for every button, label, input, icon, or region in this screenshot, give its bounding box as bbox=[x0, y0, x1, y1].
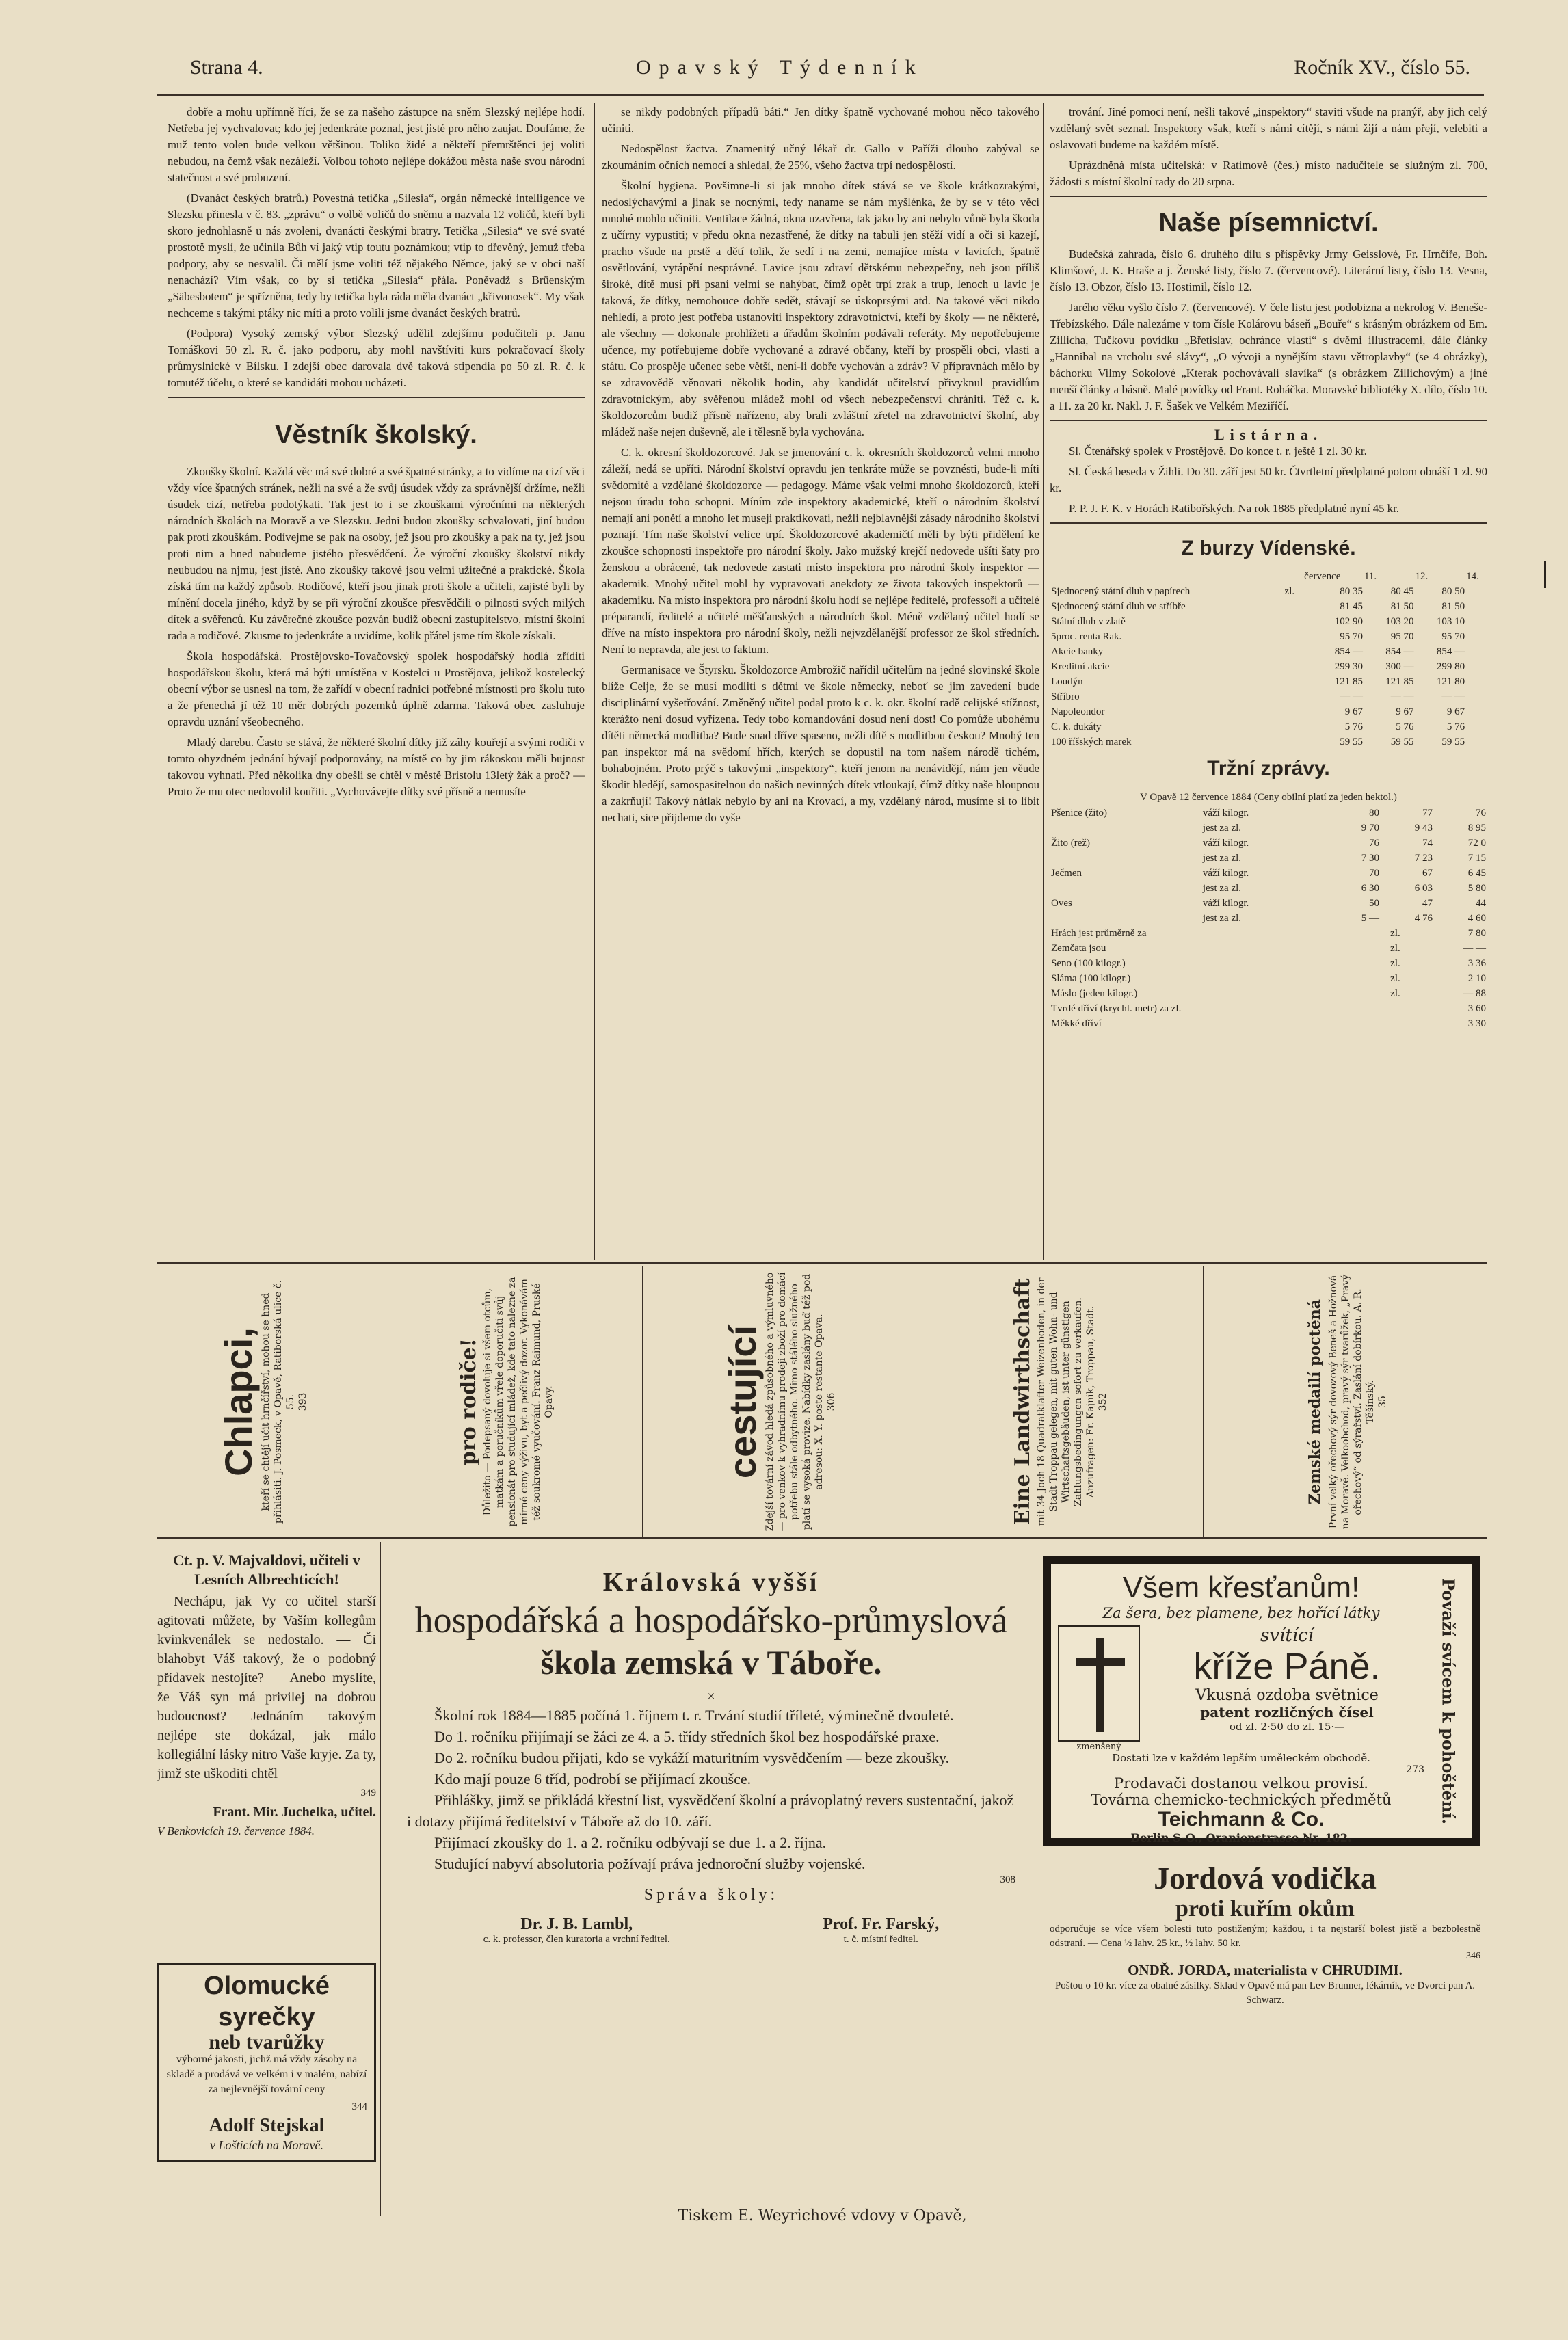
ad-pro-rodice bbox=[369, 1266, 643, 1537]
burza-cell: 95 70 bbox=[1340, 631, 1363, 642]
ad-text: mit 34 Joch 18 Quadratklafter Weizenboden, in der Stadt Troppau gelegen, mit guten Wohn- und Wirtschaftsgebäuden, ist unter günstigen Zahlungsbedingungen sofort zu verkaufen. Anzufragen: Fr. Kajnik, Troppau, Stadt. bbox=[1035, 1277, 1096, 1526]
page-edge-mark bbox=[1544, 561, 1546, 588]
burza-cell bbox=[1284, 674, 1305, 689]
burza-heading: Z burzy Vídenské. bbox=[1181, 537, 1356, 559]
burza-cell: zl. bbox=[1284, 586, 1295, 597]
trzni-cell: 4 76 bbox=[1414, 913, 1433, 924]
article-text: C. k. okresní školdozorcové. Jak se jmenování c. k. okresních školdozorců velmi mnoho záleží, nedá se upříti. Národní školství opravdu jen tenkráte může se povznésti, bude-li míti svědomité a vzdělané školdozorce — pedagogy. Máme však velmi mnoho školdozorců, kteří nejsou úradu toho schopni. Míním zde inspektory akademické, kteří o národním školství nemají ani ponětí a mnoho let museji praktikovati, nežli nejblavnější zásady národního školství poznají. Tím naše školství velice trpí. Školdozorcové akademičtí měli by býti přidělení ke zkoušce schopnosti inspektoře pro národní školy. Jako mužský krejčí nedovede ušíti šaty pro ženskou a obrácené, tak nedovede zastati místo inspektora pro národní školy inspektor — akademik. Mnohý učitel mohl by vypravovati anekdoty ze života takových inspektorů — akademiku. Na místo inspektora pro národní školu hodí se nejlépe ředitelé, professoři a učitelé préparandí, ředitelé a učitelé měšťanských a národních škol. Méně vzdělaný učitel hodí se dříve na místo inspektora pro národní školy, nežli nejvzdělanější professor ze škol středních. Není to nepravda, ale jest to faktum. bbox=[602, 446, 1039, 656]
burza-cell bbox=[1284, 614, 1305, 629]
burza-row bbox=[1050, 689, 1487, 704]
trzni-cell: 7 23 bbox=[1414, 853, 1433, 864]
ad-headline: cestující bbox=[720, 1325, 764, 1478]
article-text: trování. Jiné pomoci není, nešli takové „inspektory“ staviti všude na pranýř, aby jich celý vzdělaný svět seznal. Inspektory však, kteří s námi cítějí, s námi žijí a nám přejí, velebiti a oslavovati budeme na každém místě. bbox=[1050, 105, 1487, 151]
trzni-cell: 9 43 bbox=[1414, 823, 1433, 834]
ad-cestujici bbox=[643, 1266, 916, 1537]
ad-number: 346 bbox=[1466, 1951, 1480, 1961]
trzni-extra-cell: Sláma (100 kilogr.) bbox=[1051, 973, 1131, 984]
ad-number: 306 bbox=[825, 1392, 837, 1411]
column-2 bbox=[602, 104, 1039, 1260]
burza-cell: 103 20 bbox=[1385, 616, 1414, 627]
burza-row bbox=[1050, 644, 1487, 659]
trzni-cell: váží kilogr. bbox=[1202, 898, 1249, 909]
column-divider bbox=[380, 1542, 381, 2216]
ad-text: Dostati lze v každém lepším uměleckém obchodě. bbox=[1112, 1752, 1370, 1764]
burza-cell: Akcie banky bbox=[1051, 646, 1104, 657]
trzni-extra-row bbox=[1050, 1001, 1487, 1016]
signature-name: Prof. Fr. Farský, bbox=[823, 1915, 940, 1933]
burza-cell: 121 85 bbox=[1385, 676, 1414, 687]
ad-title: Ct. p. V. Majvaldovi, učiteli v Lesních Albrechticích! bbox=[173, 1552, 360, 1588]
trzni-extra-row bbox=[1050, 926, 1487, 941]
trzni-cell: 9 70 bbox=[1361, 823, 1380, 834]
issue-number: Ročník XV., číslo 55. bbox=[1294, 56, 1470, 79]
trzni-extra-cell: 3 30 bbox=[1467, 1018, 1486, 1029]
ad-price: od zl. 2·50 do zl. 15·— bbox=[1229, 1720, 1345, 1733]
trzni-cell: 76 bbox=[1476, 808, 1486, 819]
ad-name: ONDŘ. JORDA, materialista v CHRUDIMI. bbox=[1128, 1962, 1403, 1978]
listarna-item: P. P. J. F. K. v Horách Ratibořských. Na rok 1885 předplatné nyní 45 kr. bbox=[1069, 502, 1399, 515]
trzni-row bbox=[1050, 881, 1487, 896]
trzni-row bbox=[1050, 851, 1487, 866]
burza-cell: Kreditní akcie bbox=[1051, 661, 1110, 672]
burza-cell: Loudýn bbox=[1051, 676, 1083, 687]
ad-big-text: kříže Páně. bbox=[1193, 1646, 1381, 1687]
ad-number: 273 bbox=[1406, 1764, 1424, 1775]
ad-subheadline: Za šera, bez plamene, bez hořící látky bbox=[1102, 1605, 1380, 1621]
trzni-row bbox=[1050, 821, 1487, 836]
burza-table bbox=[1050, 569, 1487, 749]
trzni-cell: Pšenice (žito) bbox=[1051, 808, 1108, 819]
school-title-3: škola zemská v Táboře. bbox=[540, 1643, 882, 1681]
trzni-extra-cell: 7 80 bbox=[1467, 928, 1486, 939]
trzni-cell bbox=[1050, 911, 1201, 926]
trzni-cell: Oves bbox=[1051, 898, 1072, 909]
burza-cell: 5 76 bbox=[1446, 721, 1465, 732]
ad-number: 352 bbox=[1097, 1392, 1108, 1411]
burza-cell: 95 70 bbox=[1390, 631, 1414, 642]
ad-side-text bbox=[1430, 1564, 1467, 1838]
column-divider bbox=[594, 103, 595, 1260]
burza-cell: Stříbro bbox=[1051, 691, 1080, 702]
trzni-extra-cell: Hrách jest průměrně za bbox=[1051, 928, 1147, 939]
trzni-cell bbox=[1050, 881, 1201, 896]
trzni-extra-cell: zl. bbox=[1390, 928, 1400, 939]
trzni-cell: 77 bbox=[1422, 808, 1433, 819]
trzni-cell: Ječmen bbox=[1051, 868, 1082, 879]
ad-number: 308 bbox=[1000, 1874, 1015, 1885]
trzni-cell: Žito (rež) bbox=[1051, 838, 1091, 849]
page-header bbox=[157, 55, 1484, 96]
trzni-extra-cell: Měkké dříví bbox=[1051, 1018, 1102, 1029]
trzni-cell: 7 15 bbox=[1467, 853, 1486, 864]
trzni-cell: 6 45 bbox=[1467, 868, 1486, 879]
article-text: Jarého věku vyšlo číslo 7. (červencové). V čele listu jest podobizna a nekrolog V. Beneše-Třebízského. Dále nalezáme v tom čísle Kolárovu báseň „Bouře“ s krásným obrázkem od Em. Zillicha, Tučkovu povídku „Břetislav, ochránce vlasti“ s dvěmi illustracemi, dále články „Hannibal na vrcholu své slávy“, „O vývoji a nynějším stavu větroplavby“ (se 4 obrázky), báchorku Vilmy Sokolové „Kterak pochovávali slavíka“ (s obrázkem Zillichovým) a jiné menší články a básně. Malé povídky od Frant. Roháčka. Moravské bibliotéky X. dílo, číslo 10. a 11. za 20 kr. Nakl. J. F. Šašek ve Velkém Meziříčí. bbox=[1050, 301, 1487, 412]
trzni-extra-row bbox=[1050, 1016, 1487, 1031]
trzni-cell: 72 0 bbox=[1467, 838, 1486, 849]
burza-cell bbox=[1284, 644, 1305, 659]
ad-headline: Zemské medailí poctěná bbox=[1305, 1299, 1324, 1504]
trzni-cell: 5 — bbox=[1361, 913, 1380, 924]
burza-cell: 95 70 bbox=[1441, 631, 1465, 642]
ad-number: 344 bbox=[351, 2101, 367, 2112]
burza-cell: 854 — bbox=[1385, 646, 1414, 657]
burza-cell: 80 35 bbox=[1340, 586, 1363, 597]
burza-cell: 854 — bbox=[1436, 646, 1465, 657]
column-1 bbox=[168, 104, 585, 1260]
section-heading: Naše písemnictví. bbox=[1158, 209, 1379, 237]
trzni-cell bbox=[1050, 821, 1201, 836]
ad-signature: Frant. Mir. Juchelka, učitel. bbox=[213, 1805, 376, 1820]
signatures bbox=[407, 1915, 1015, 1945]
trzni-row bbox=[1050, 806, 1487, 821]
trzni-extra-cell bbox=[1389, 1001, 1421, 1016]
burza-cell: — — bbox=[1390, 691, 1414, 702]
article-text: Uprázdněná místa učitelská: v Ratimově (čes.) místo nadučitele se služným zl. 700, žádosti s místní školní rady do 20 srpna. bbox=[1050, 159, 1487, 188]
article-text: Zkoušky školní. Každá věc má své dobré a své špatné stránky, a to vidíme na cizí věci vždy více špatných stránek, nežli na své a že svůj úsudek vždy za správnější držíme, nežli úsudek cizí, netřeba podotýkati. Tak jest to i se zkouškami výročními na některých národních školách na Moravě a ve Slezsku. Jedni budou zkoušky schvalovati, jiní budou pak proti zkouškám. Podívejme se pak na osoby, jež jsou pro zkoušky a pak na ty, jež jsou proti nim a hned nabudeme jistého přesvědčení. Že výroční zkoušky školství nikdy neubudou na njmu, jest jisté. Ano zkoušky takové jsou velmi užitečné a praktické. Škola získá tím na každý způsob. Rodičové, kteří jsou jinak proti škole a učiteli, zajisté byli by mínění docela jiného, když by se při výroční zkoušce přesvědčili o pilnosti svých milých dítek a svěřenců. Ku závěrečné zkoušce pozván budiž obecní zastupitelstvo, místní školní rada a rodičové. Zkusme to jedenkráte a uvidíme, kolik přátel jsme tím škole získali. bbox=[168, 465, 585, 642]
ad-subheadline: proti kuřím okům bbox=[1175, 1896, 1355, 1922]
trzni-cell: 5 80 bbox=[1467, 883, 1486, 894]
trzni-cell bbox=[1050, 851, 1201, 866]
trzni-cell: 76 bbox=[1369, 838, 1380, 849]
trzni-extra-row bbox=[1050, 941, 1487, 956]
ornament: × bbox=[707, 1689, 715, 1704]
ad-syr bbox=[1204, 1266, 1487, 1537]
ad-landwirthschaft bbox=[916, 1266, 1204, 1537]
burza-cell bbox=[1284, 719, 1305, 734]
ad-name: Adolf Stejskal bbox=[209, 2115, 325, 2136]
ad-text: Zdejší tovární závod hledá způsobného a výmluvného — pro venkov k vyhradnímu prodeji zboží pro domácí potřebu stále odbytného. Mimo stálého služného platí se vysoká provize. Nabídky zaslány buď též pod adresou: X. Y. poste restante Opava. bbox=[764, 1272, 825, 1532]
ad-chlapci bbox=[157, 1266, 369, 1537]
ad-text: patent rozličných čísel bbox=[1200, 1704, 1374, 1720]
column-divider bbox=[1043, 103, 1044, 1260]
burza-cell: 854 — bbox=[1334, 646, 1363, 657]
burza-cell: 299 80 bbox=[1436, 661, 1465, 672]
article-text: dobře a mohu upřímně říci, že se za našeho zástupce na sněm Slezský nejlépe hodí. Netřeba jej vychvalovat; kdo jej jedenkráte poznal, jest jisté pro něho zaujat. Doufáme, že muž tento volen bude velkou většinou. Toliko židé a někteří přemrštěnci jej voliti nebudou, na čemž však nezáleží. Volbou tohoto nejlépe dokážou města naše svou národní statečnost a své probuzení. bbox=[168, 105, 585, 184]
ad-syrecky bbox=[157, 1963, 376, 2162]
divider bbox=[1050, 420, 1487, 421]
burza-row bbox=[1050, 659, 1487, 674]
ad-date: V Benkovicích 19. července 1884. bbox=[157, 1824, 315, 1837]
trzni-cell: 8 95 bbox=[1467, 823, 1486, 834]
ad-text: kteří se chtějí učit hrnčířství, mohou se hned přihlásiti. J. Posmeck, v Opavě, Ratiborská ulice č. 55. bbox=[260, 1279, 296, 1524]
article-text: (Podpora) Vysoký zemský výbor Slezský udělil zdejšímu podučiteli p. Janu Tomáškovi 50 zl. R. č. jako podporu, aby mohl navštíviti kurs pokračovací školy průmyslnické v Bílsku. I zdejší obec darovala dvě taková stipendia po 50 zl. R. č. k tomutéž účelu, o které se kandidáti mohou ucházeti. bbox=[168, 327, 585, 389]
ad-headline: Jordová vodička bbox=[1154, 1861, 1377, 1896]
trzni-extra-row bbox=[1050, 971, 1487, 986]
trzni-extra-cell: Máslo (jeden kilogr.) bbox=[1051, 988, 1138, 999]
burza-cell: Napoleondor bbox=[1051, 706, 1105, 717]
article-text: Mladý darebu. Často se stává, že některé školní dítky již záhy kouřejí a svými rodiči v tomto ohyzdném jednání bývají podporovány, na místě co by jim rákoskou měli bujnost takovou vyhnati. Před několika dny obešli se chtěl v městě Bristolu 13letý žák a proč? — Proto že mu otec nedovolil kouřiti. „Vychovávejte dítky své přísně a nemusíte bbox=[168, 736, 585, 798]
burza-cell: 59 55 bbox=[1441, 736, 1465, 747]
divider bbox=[1050, 522, 1487, 524]
trzni-cell: 44 bbox=[1476, 898, 1486, 909]
burza-cell: 103 10 bbox=[1436, 616, 1465, 627]
burza-row bbox=[1050, 614, 1487, 629]
burza-row bbox=[1050, 599, 1487, 614]
burza-row bbox=[1050, 674, 1487, 689]
burza-cell bbox=[1284, 629, 1305, 644]
burza-cell: — — bbox=[1340, 691, 1363, 702]
divider bbox=[1050, 196, 1487, 197]
trzni-cell: 6 03 bbox=[1414, 883, 1433, 894]
trzni-extra-cell: Seno (100 kilogr.) bbox=[1051, 958, 1126, 969]
trzni-extra-cell: zl. bbox=[1390, 988, 1400, 999]
burza-cell: 299 30 bbox=[1334, 661, 1363, 672]
ad-text: Poštou o 10 kr. více za obalné zásilky. Sklad v Opavě má pan Lev Brunner, lékárník, ve Dvorci pan A. Schwarz. bbox=[1054, 1980, 1476, 2006]
ad-place: v Lošticích na Moravě. bbox=[210, 2138, 323, 2152]
ad-number: 349 bbox=[360, 1787, 376, 1798]
burza-cell bbox=[1284, 689, 1305, 704]
school-text: Přihlášky, jimž se přikládá křestní list, vysvědčení školní a právoplatný revers sustentační, jakož i dotazy přijímá ředitelství v Táboře až do 10. září. bbox=[407, 1792, 1014, 1830]
trzni-cell: váží kilogr. bbox=[1202, 808, 1249, 819]
trzni-extra-row bbox=[1050, 986, 1487, 1001]
ad-majvald bbox=[157, 1551, 376, 1841]
page-number: Strana 4. bbox=[190, 56, 263, 79]
ad-subheadline: neb tvarůžky bbox=[209, 2031, 325, 2053]
article-text: Budečská zahrada, číslo 6. druhého dílu s příspěvky Jrmy Geisslové, Fr. Hrnčíře, Boh. Klimšové, J. K. Hraše a j. Ženské listy, číslo 7. (červencové). Literární listy, číslo 13. Vesna, číslo 13. Obzor, číslo 13. Hostimil, číslo 12. bbox=[1050, 248, 1487, 293]
burza-cell bbox=[1284, 599, 1305, 614]
trzni-cell: jest za zl. bbox=[1202, 883, 1242, 894]
ad-school-tabor bbox=[386, 1552, 1036, 2192]
burza-cell: 5proc. renta Rak. bbox=[1051, 631, 1122, 642]
trzni-cell: 50 bbox=[1369, 898, 1380, 909]
image-caption: zmenšený bbox=[1076, 1742, 1121, 1752]
ad-headline: pro rodiče! bbox=[456, 1338, 481, 1465]
burza-cell: C. k. dukáty bbox=[1051, 721, 1102, 732]
burza-cell: 81 50 bbox=[1390, 601, 1414, 612]
trzni-extra-cell: — 88 bbox=[1463, 988, 1486, 999]
article-text: se nikdy podobných případů báti.“ Jen dítky špatně vychované mohou něco takového učiniti. bbox=[602, 105, 1039, 135]
burza-cell: 300 — bbox=[1385, 661, 1414, 672]
burza-cell bbox=[1284, 734, 1305, 749]
trzni-row bbox=[1050, 866, 1487, 881]
burza-cell: 100 říšských marek bbox=[1051, 736, 1132, 747]
burza-cell: Sjednocený státní dluh ve stříbře bbox=[1051, 601, 1186, 612]
burza-cell bbox=[1284, 704, 1305, 719]
burza-cell: 9 67 bbox=[1396, 706, 1414, 717]
divider bbox=[168, 397, 585, 398]
listarna-item: Sl. Česká beseda v Žihli. Do 30. září jest 50 kr. Čtvrtletní předplatné potom obnáší 1 zl. 90 kr. bbox=[1050, 465, 1487, 494]
ad-text: odporučuje se více všem bolesti tuto postiženým; každou, i ta nejstarší bolest jistě a bezbolestně odstraní. — Cena ½ lahv. 25 kr., ½ lahv. 50 kr. bbox=[1050, 1924, 1480, 1949]
column-3 bbox=[1050, 104, 1487, 1260]
trzni-cell: 4 60 bbox=[1467, 913, 1486, 924]
burza-cell: 102 90 bbox=[1334, 616, 1363, 627]
school-text: Do 2. ročníku budou přijati, kdo se vykáží maturitním vysvědčením — beze zkoušky. bbox=[434, 1749, 950, 1766]
school-text: Kdo mají pouze 6 tříd, podrobí se přijímací zkoušce. bbox=[434, 1770, 752, 1787]
burza-cell: 9 67 bbox=[1344, 706, 1363, 717]
school-management: Správa školy: bbox=[643, 1886, 779, 1904]
trzni-extra-cell: 2 10 bbox=[1467, 973, 1486, 984]
article-text: Nedospělost žactva. Znamenitý učný lékař dr. Gallo v Paříži dlouho zabýval se zkoumáním očních nemocí a shledal, že 25%, všeho žactva trpí nedospělostí. bbox=[602, 142, 1039, 172]
ad-kriz-pane bbox=[1043, 1556, 1480, 1846]
burza-cell: 59 55 bbox=[1340, 736, 1363, 747]
ad-side-label: Považí svícem k pohoštění. bbox=[1438, 1578, 1459, 1824]
ad-headline: Chlapci, bbox=[216, 1327, 260, 1476]
trzni-cell: jest za zl. bbox=[1202, 853, 1242, 864]
school-text: Studující nabyví absolutoria požívají práva jednoroční služby vojenské. bbox=[434, 1855, 866, 1872]
burza-cell: Sjednocený státní dluh v papírech bbox=[1051, 586, 1191, 597]
burza-cell bbox=[1284, 659, 1305, 674]
trzni-cell: 67 bbox=[1422, 868, 1433, 879]
cross-image bbox=[1058, 1625, 1140, 1742]
ad-number: 35 bbox=[1377, 1395, 1388, 1408]
trzni-table-2 bbox=[1050, 926, 1487, 1031]
trzni-cell: váží kilogr. bbox=[1202, 868, 1249, 879]
signature-title: t. č. místní ředitel. bbox=[843, 1934, 918, 1945]
ad-text: První velký ořechový sýr dovozový Beneš a Hožnová na Moravě. Velkoobchod, pravý sýr tvarůžek, „Pravý ořechový“ od sýrařství. Zaslání dobírkou. A. R. Těšínský. bbox=[1327, 1274, 1376, 1529]
burza-cell: 80 50 bbox=[1441, 586, 1465, 597]
school-text: Školní rok 1884—1885 počíná 1. říjnem t. r. Trvání studií tříleté, výminečně dvouleté. bbox=[434, 1707, 954, 1724]
trzni-subtitle: V Opavě 12 července 1884 (Ceny obilní platí za jeden hektol.) bbox=[1140, 792, 1397, 803]
trzni-extra-cell: Tvrdé dříví (krychl. metr) za zl. bbox=[1051, 1003, 1182, 1014]
burza-cell: 59 55 bbox=[1390, 736, 1414, 747]
burza-cell: Státní dluh v zlatě bbox=[1051, 616, 1126, 627]
ad-text: Prodavači dostanou velkou provisí. bbox=[1114, 1775, 1368, 1792]
burza-cell: 81 45 bbox=[1340, 601, 1363, 612]
burza-cell: 5 76 bbox=[1396, 721, 1414, 732]
ad-address: Berlin S-O., Oranienstrasse Nr. 182. bbox=[1130, 1831, 1352, 1844]
trzni-cell: 70 bbox=[1369, 868, 1380, 879]
burza-row bbox=[1050, 734, 1487, 749]
school-text: Přijímací zkoušky do 1. a 2. ročníku odbývají se due 1. a 2. října. bbox=[434, 1834, 827, 1851]
burza-cell: 9 67 bbox=[1446, 706, 1465, 717]
trzni-extra-cell: 3 36 bbox=[1467, 958, 1486, 969]
listarna-heading: Listárna. bbox=[1214, 426, 1323, 443]
article-text: Školní hygiena. Povšimne-li si jak mnoho dítek stává se ve škole krátkozrakými, nedoslýchavými a jinak se nocnými, tedy naname se nám myšlénka, že by se v této věci mnohé mohlo učiniti. Ventilace žádná, okna uzavřena, tak jako by ani nebylo vůně byla škoda z učírny vypustiti; v předu okna nezastřené, že dítky na tabuli jen stěží vidí a oči si kazejí, pracho všude na prstě a dětí tolik, že sedí i na zemi, nemajíce místa v lavicích, špatně osvětlování, vytápění nesprávné. Lavice jsou zdraví dětskému nebezpečny, neb jsou příliš široké, dítě musí při psaní velmi se nahýbat, čímž opět trpí zrak a trup, lenoch u lavic je taková, že dítky, nemohouce dobře sedět, stávají se úskoprsými atd. Na takové věci nikdo nehledí, a proto jest potřeba ustanoviti inspektory zdravotnictví, kteří by školy — ne některé, ale všechny — dokonale prohlížeti a úřadům školním podávali referáty. My nepotřebujeme učence, my potřebujeme dobře vychované a zdravé občany, kteří by prospěli obci, vlasti a státu. Co prospěje učenec sebe větší, není-li dobře vychován a zdráv? V přípravnách mělo by se zdravovědě věnovati několik hodin, aby kandidát učitelství přivyknul pravidlům zdravotnickým, aby svěřenou mládež mohl od všech nebezpečenství chrániti. Též c. k. školdozorcům budiž přísně nařízeno, aby brali zvláštní zřetel na zdravotnictví školní, aby mládež naše nejen duševně, ale i tělesně byla vychována. bbox=[602, 179, 1039, 438]
trzni-extra-cell: zl. bbox=[1390, 973, 1400, 984]
burza-cell: 121 85 bbox=[1334, 676, 1363, 687]
burza-cell: — — bbox=[1441, 691, 1465, 702]
section-heading: Věstník školský. bbox=[275, 421, 477, 449]
burza-col: července bbox=[1304, 571, 1341, 582]
burza-cell: 121 80 bbox=[1436, 676, 1465, 687]
burza-row bbox=[1050, 584, 1487, 599]
ad-firm: Teichmann & Co. bbox=[1158, 1808, 1325, 1831]
ad-text: Továrna chemicko-technických předmětů bbox=[1091, 1792, 1392, 1808]
trzni-table bbox=[1050, 806, 1487, 926]
ad-headline: Olomucké syrečky bbox=[204, 1971, 330, 2032]
trzni-cell: 80 bbox=[1369, 808, 1380, 819]
burza-row bbox=[1050, 629, 1487, 644]
ads-strip bbox=[157, 1262, 1487, 1539]
article-text: Germanisace ve Štyrsku. Školdozorce Ambrožič nařídil učitelům na jedné slovinské škole blíže Celje, že se musí modliti s dětmi ve škole německy, neboť se jim zavedení bude disciplinární vyšetřování. Změněný učitel podal proto k c. k. okr. školní radě celijské stížnost, kterážto není dosud vyřízena. Tedy tobo komandování dosud není dost! Co pomůže ubohému dítěti německá modlitba? Bude snad dříve spaseno, nežli dítě s modlitbou českou? Mnohý ten pan inspektor má na svědomí hřích, kterých se dopustil na tom našem národě tichém, bohabojném. Proto prýč s takovými „inspektory“, kteří jenom na nenávidějí, nám jen věude škodit hledějí, samospasitelnou do našich nevinných dítek vtloukají, čímž dítky naše hloupnou a zakrňují! Takový nátlak nebylo by ani na Krovací, a my, vzdělaný národ, musíme si to líbit nechati, sice přijdeme do vyše bbox=[602, 663, 1039, 824]
ad-text: Vkusná ozdoba světnice bbox=[1195, 1687, 1379, 1704]
trzni-extra-cell: 3 60 bbox=[1467, 1003, 1486, 1014]
article-text: (Dvanáct českých bratrů.) Povestná tetička „Silesia“, orgán německé intelligence ve Slezsku přinesla v č. 83. „zprávu“ o volbě voličů do sněmu a nazvala 12 voličů, kteří byli skoro jednohlasně u nás zvoleni, dvanácti českými bratry. Tetička „Silesia“ ve své svaté prostotě myslí, že učinila Bůh ví jaký vtip toutu poznámkou; vtip to dřevěný, jemuž třeba podpory, aby se nesvalil. Či mělí jsme voliti též nějakého Němce, jaký se v obci naší nenachází? Vím však, co by si tetička „Silesia“ přála. Poněvadž s Brüenským „Säbesbotem“ je spřízněna, tedy by tetička byla ráda měla dvanáct „křivonosek“. My však nechceme s takými ptáky nic míti a proto volili jsme dvanáct českých bratrů. bbox=[168, 191, 585, 319]
ad-headline: Eine Landwirthschaft bbox=[1010, 1278, 1035, 1525]
trzni-extra-cell bbox=[1389, 1016, 1421, 1031]
burza-col: 11. bbox=[1364, 571, 1377, 582]
school-title-2: hospodářská a hospodářsko-průmyslová bbox=[414, 1599, 1008, 1640]
burza-col: 14. bbox=[1466, 571, 1479, 582]
ad-text: výborné jakosti, jichž má vždy zásoby na skladě a prodává ve velkém i v malém, nabízí za nejlevnější tovární ceny bbox=[166, 2053, 367, 2095]
trzni-cell: jest za zl. bbox=[1202, 913, 1242, 924]
ad-headline: Všem křesťanům! bbox=[1122, 1571, 1360, 1604]
burza-col: 12. bbox=[1415, 571, 1429, 582]
listarna-item: Sl. Čtenářský spolek v Prostějově. Do konce t. r. ještě 1 zl. 30 kr. bbox=[1069, 444, 1367, 457]
trzni-extra-cell: zl. bbox=[1390, 943, 1400, 954]
trzni-cell: jest za zl. bbox=[1202, 823, 1242, 834]
trzni-cell: váží kilogr. bbox=[1202, 838, 1249, 849]
burza-header-row bbox=[1050, 569, 1487, 584]
trzni-cell: 6 30 bbox=[1361, 883, 1380, 894]
trzni-cell: 74 bbox=[1422, 838, 1433, 849]
article-text: Škola hospodářská. Prostějovsko-Tovačovský spolek hospodářský hodlá zříditi hospodářskou školu, která má býti umístěna v Kostelci u Prostějova, jelikož kostelecký obecní výbor se usnesl na tom, že zařídí v obecní radnici potřebné místnosti pro školu tuto a že přenechá jí též 10 měr dobrých pozemků úplně zdarma. Taková obec zasluhuje opravdu uznání všeobecného. bbox=[168, 650, 585, 728]
printer-footer: Tiskem E. Weyrichové vdovy v Opavě, bbox=[678, 2207, 967, 2224]
ad-number: 393 bbox=[297, 1392, 308, 1411]
trzni-extra-cell: zl. bbox=[1390, 958, 1400, 969]
burza-row bbox=[1050, 704, 1487, 719]
signature-title: c. k. professor, člen kuratoria a vrchní ředitel. bbox=[483, 1934, 670, 1945]
trzni-row bbox=[1050, 911, 1487, 926]
signature-name: Dr. J. B. Lambl, bbox=[520, 1915, 633, 1933]
trzni-extra-cell: Zemčata jsou bbox=[1051, 943, 1106, 954]
school-text: Do 1. ročníku přijímají se žáci ze 4. a 5. třídy středních škol bez hospodářské praxe. bbox=[434, 1728, 940, 1745]
trzni-cell: 47 bbox=[1422, 898, 1433, 909]
trzni-extra-row bbox=[1050, 956, 1487, 971]
ad-word: svítící bbox=[1260, 1625, 1314, 1646]
trzni-cell: 7 30 bbox=[1361, 853, 1380, 864]
trzni-row bbox=[1050, 836, 1487, 851]
ad-jorda bbox=[1050, 1860, 1480, 2168]
burza-cell: 5 76 bbox=[1344, 721, 1363, 732]
trzni-row bbox=[1050, 896, 1487, 911]
burza-cell: 81 50 bbox=[1441, 601, 1465, 612]
trzni-heading: Tržní zprávy. bbox=[1207, 757, 1330, 780]
newspaper-title: Opavský Týdenník bbox=[636, 56, 924, 79]
ad-text: Důležito — Podepsaný dovoluje si všem otcům, matkám a poručníkům vřele doporučiti svůj pensionát pro studující mládež, kde tato nalezne za mírné ceny výživu, byt a pečlivý dozor. Vykonávám též soukromé vyučování. Franz Raimund, Pruské Opavy. bbox=[481, 1277, 555, 1526]
burza-row bbox=[1050, 719, 1487, 734]
ad-text: Nechápu, jak Vy co učitel starší agitovati můžete, by Vaším kollegům kvinkvenálek se nedostalo. — Či blahobyt Váš takový, že o podobný přídavek nestojíte? — Anebo myslíte, že Váš syn má privilej na dobrou budoucnost? Jednáním takovým nejlépe ste dokázal, jak málo kollegiální lásky nitro Vaše kryje. Za ty, jimž ste uškoditi chtěl bbox=[157, 1594, 376, 1781]
trzni-extra-cell: — — bbox=[1463, 943, 1486, 954]
school-title-1: Královská vyšší bbox=[602, 1568, 820, 1597]
burza-cell: 80 45 bbox=[1390, 586, 1414, 597]
